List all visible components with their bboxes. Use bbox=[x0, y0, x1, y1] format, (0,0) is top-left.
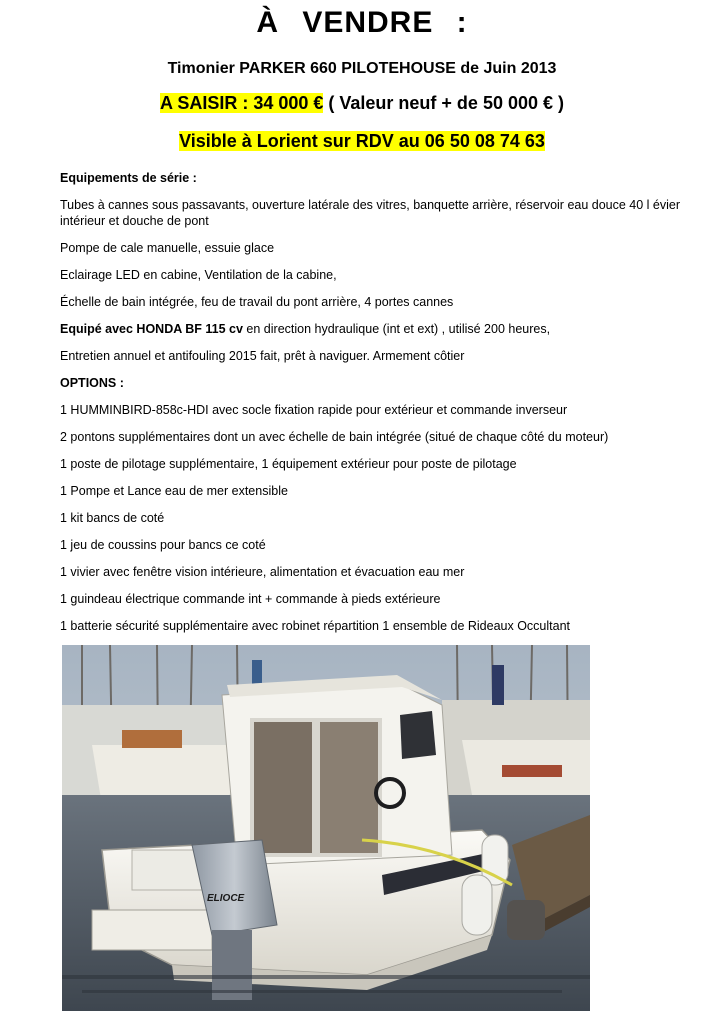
option-item: 1 guindeau électrique commande int + commande à pieds extérieure bbox=[60, 592, 441, 606]
page-title: À VENDRE : bbox=[256, 6, 468, 39]
boat-model-subtitle: Timonier PARKER 660 PILOTEHOUSE de Juin 2013 bbox=[167, 60, 557, 77]
option-item: 1 HUMMINBIRD-858c-HDI avec socle fixation rapide pour extérieur et commande inverseur bbox=[60, 403, 568, 417]
option-item: 1 batterie sécurité supplémentaire avec robinet répartition 1 ensemble de Rideaux Occultant bbox=[60, 619, 571, 633]
equipment-item: Eclairage LED en cabine, Ventilation de la cabine, bbox=[60, 268, 337, 282]
option-item: 1 jeu de coussins pour bancs ce coté bbox=[60, 538, 266, 552]
engine-line bbox=[60, 321, 710, 337]
standard-equipment-heading: Equipements de série : bbox=[60, 171, 197, 185]
outboard-brand-label: ELIOCE bbox=[207, 893, 245, 904]
price-highlight: A SAISIR : 34 000 € bbox=[159, 93, 324, 113]
equipment-item: Tubes à cannes sous passavants, ouverture latérale des vitres, banquette arrière, réservoir eau douce 40 l évier intérieur et douche de pont bbox=[60, 198, 681, 228]
maintenance-line: Entretien annuel et antifouling 2015 fait, prêt à naviguer. Armement côtier bbox=[60, 349, 465, 363]
price-line bbox=[0, 93, 724, 114]
option-item: 2 pontons supplémentaires dont un avec échelle de bain intégrée (situé de chaque côté du moteur) bbox=[60, 430, 609, 444]
option-item: 1 Pompe et Lance eau de mer extensible bbox=[60, 484, 288, 498]
option-item: 1 kit bancs de coté bbox=[60, 511, 165, 525]
equipment-item: Échelle de bain intégrée, feu de travail du pont arrière, 4 portes cannes bbox=[60, 295, 454, 309]
boat-photo-illustration bbox=[62, 645, 590, 1011]
boat-photo bbox=[62, 645, 590, 1011]
price-new-value: ( Valeur neuf + de 50 000 € ) bbox=[323, 93, 564, 113]
option-item: 1 poste de pilotage supplémentaire, 1 équipement extérieur pour poste de pilotage bbox=[60, 457, 517, 471]
options-heading: OPTIONS : bbox=[60, 376, 124, 390]
description-body bbox=[60, 170, 710, 645]
engine-model: Equipé avec HONDA BF 115 cv bbox=[60, 322, 243, 336]
visit-line bbox=[0, 131, 724, 152]
option-item: 1 vivier avec fenêtre vision intérieure, alimentation et évacuation eau mer bbox=[60, 565, 465, 579]
engine-details: en direction hydraulique (int et ext) , utilisé 200 heures, bbox=[242, 322, 551, 336]
visit-contact: Visible à Lorient sur RDV au 06 50 08 74 63 bbox=[179, 131, 545, 151]
equipment-item: Pompe de cale manuelle, essuie glace bbox=[60, 241, 275, 255]
